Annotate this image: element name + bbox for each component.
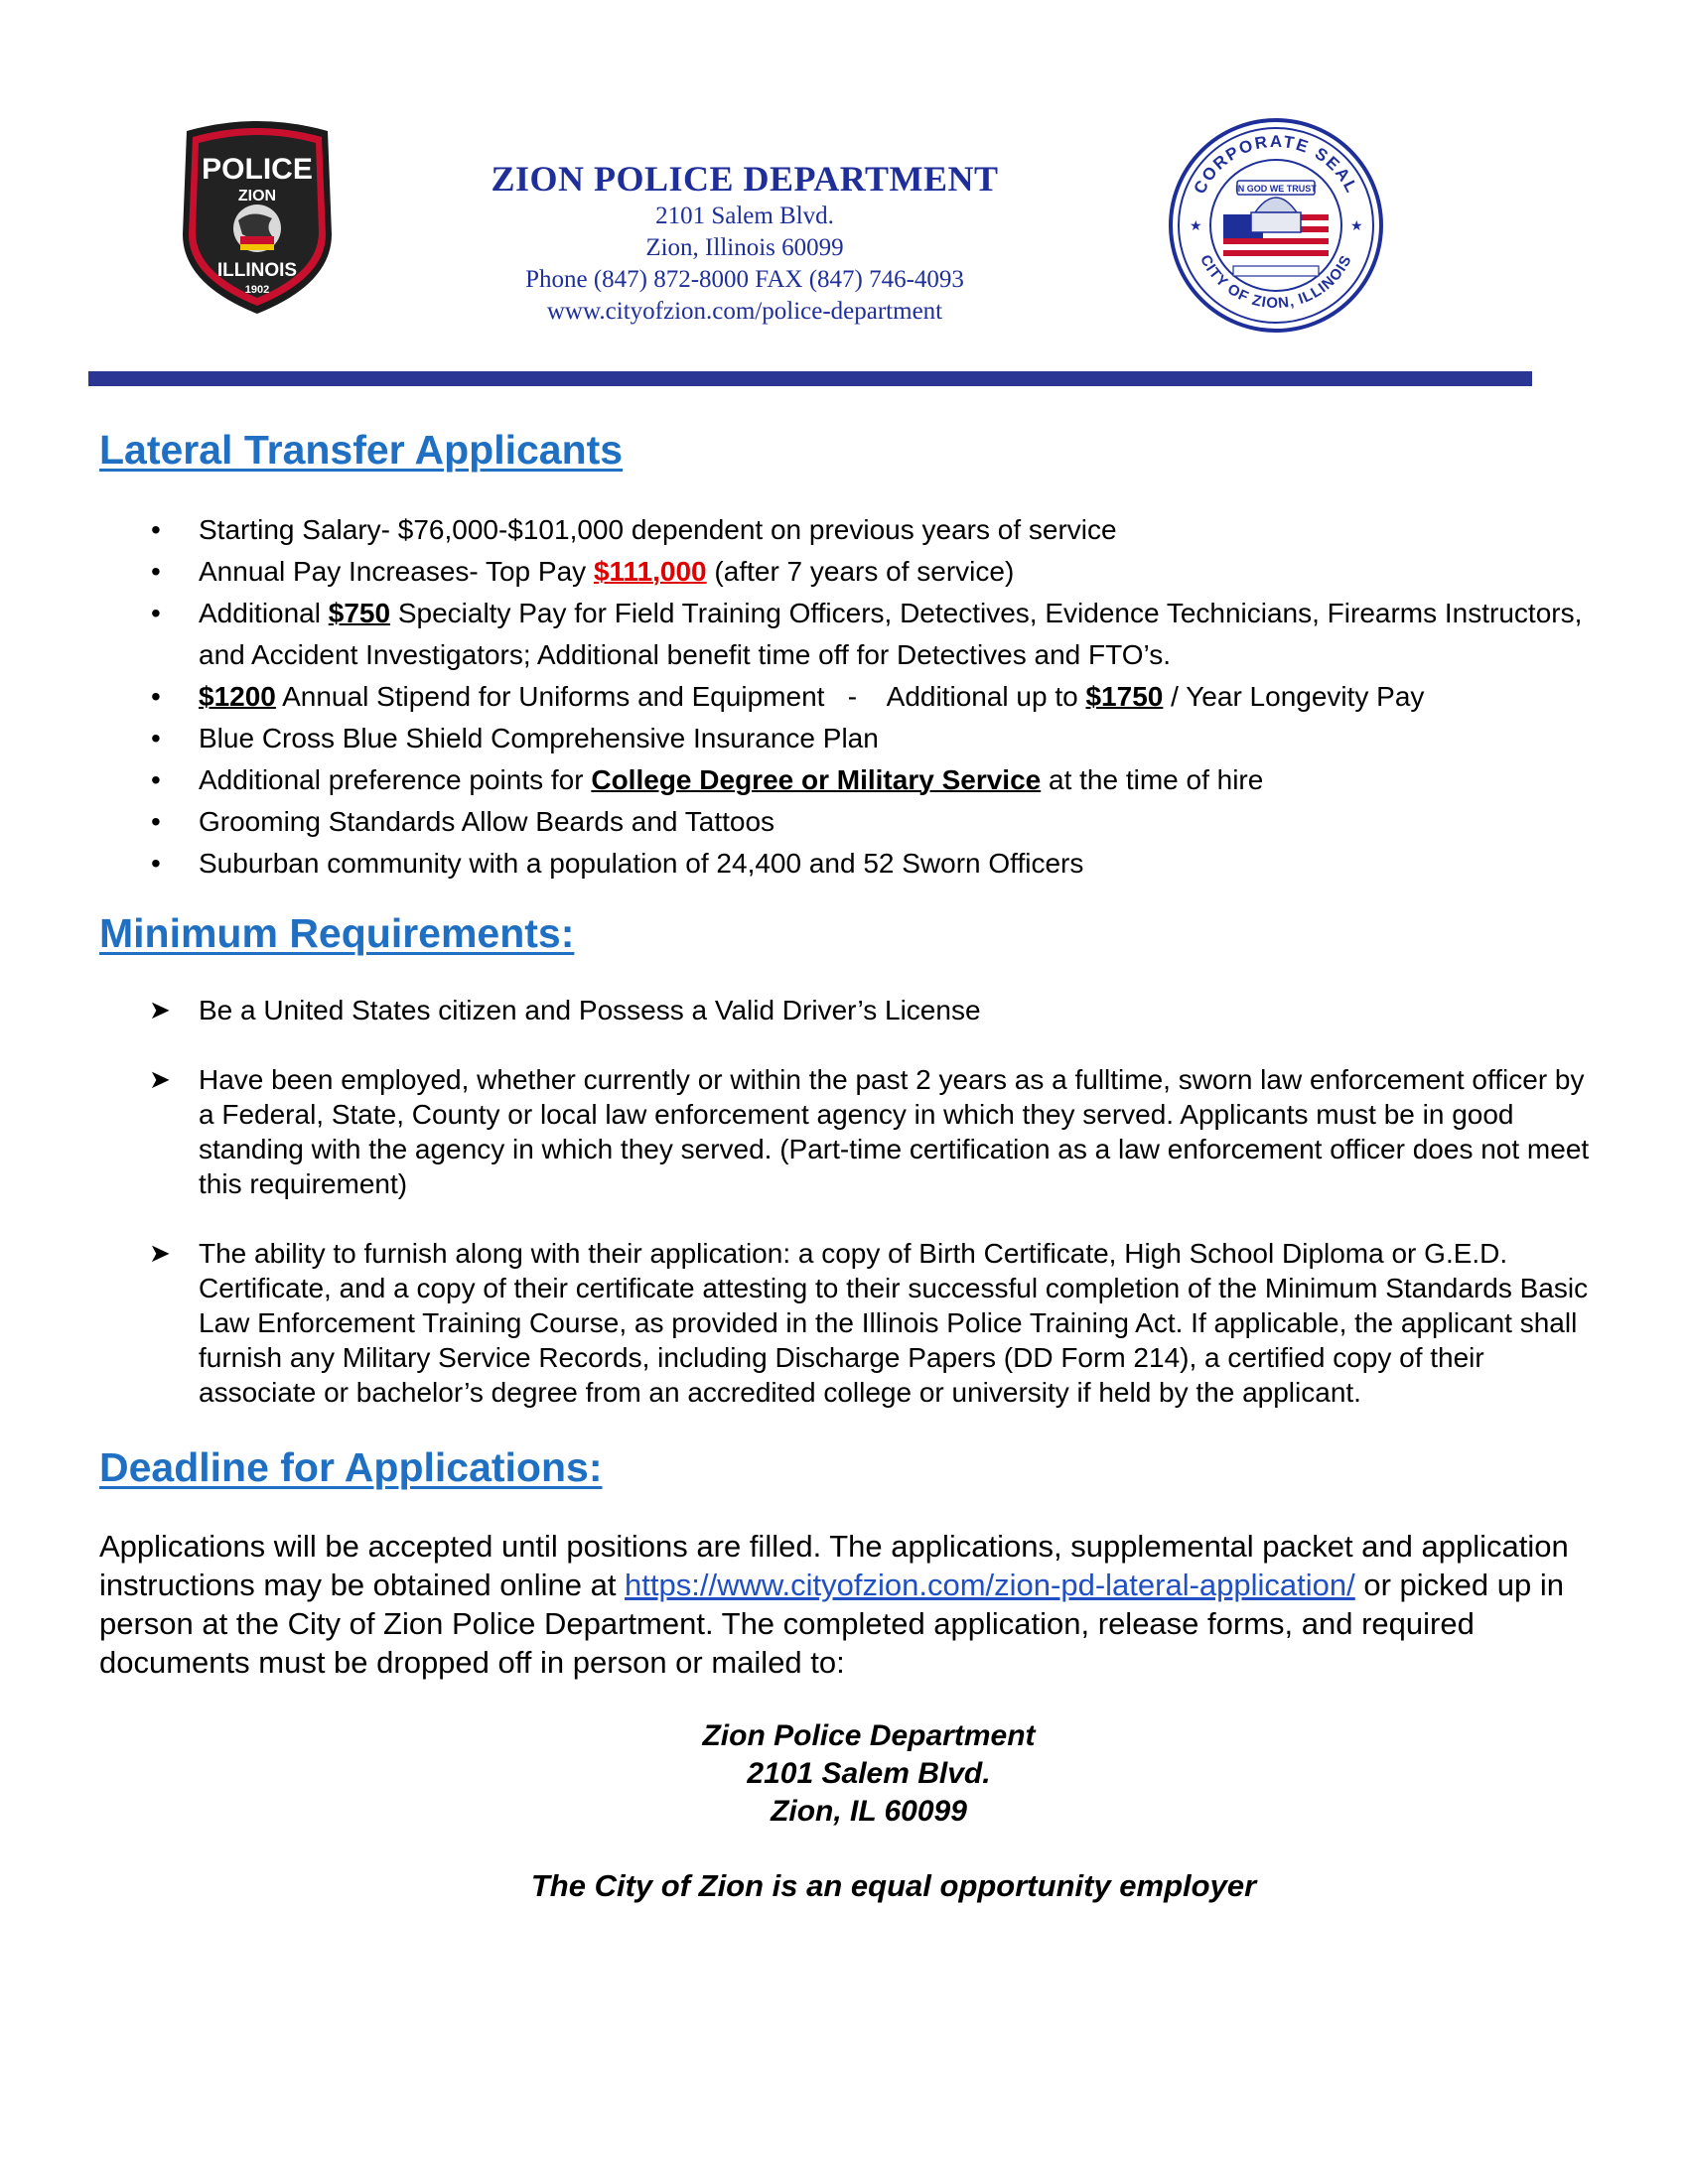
arrow-bullet-icon: ➤	[149, 1064, 171, 1094]
benefit-insurance: • Blue Cross Blue Shield Comprehensive Insurance Plan	[99, 718, 1599, 759]
mailing-address	[99, 1717, 1599, 1831]
specialty-pay-amount: $750	[328, 598, 391, 628]
benefit-community: • Suburban community with a population of 24,400 and 52 Sworn Officers	[99, 843, 1599, 885]
page-content	[99, 427, 1599, 1904]
website: www.cityofzion.com/police-department	[546, 298, 943, 325]
corporate-seal-logo	[1168, 117, 1384, 334]
longevity-amount: $1750	[1085, 681, 1164, 712]
benefits-list	[99, 509, 1599, 885]
arrow-bullet-icon: ➤	[149, 1238, 171, 1268]
svg-text:★: ★	[1190, 217, 1202, 233]
lateral-transfer-heading: Lateral Transfer Applicants	[99, 427, 624, 473]
svg-text:ILLINOIS: ILLINOIS	[216, 260, 298, 281]
application-link[interactable]: https://www.cityofzion.com/zion-pd-lateral-application/	[625, 1568, 1355, 1602]
deadline-heading: Deadline for Applications:	[99, 1444, 603, 1490]
street-address: 2101 Salem Blvd.	[655, 203, 834, 229]
benefit-specialty-pay: • Additional $750 Specialty Pay for Field Training Officers, Detectives, Evidence Technicians, Firearms Instructors, and Accident Investigators; Additional benefit time off for Detectives and FTO’s.	[99, 593, 1599, 676]
svg-text:ZION: ZION	[237, 188, 277, 205]
requirement-item: ➤ Have been employed, whether currently or within the past 2 years as a fulltime, sworn law enforcement officer by a Federal, State, County or local law enforcement agency in which they served. Applicants must be in good standing with the agency in which they served. (Part-time certification as a law enforcement officer does not meet this requirement)	[149, 1064, 1590, 1199]
requirement-item: ➤ The ability to furnish along with their application: a copy of Birth Certificate, High School Diploma or G.E.D. Certificate, and a copy of their certificate attesting to their successful completion of the Minimum Standards Basic Law Enforcement Training Course, as provided in the Illinois Police Training Act. If applicable, the applicant shall furnish any Military Service Records, including Discharge Papers (DD Form 214), a certified copy of their associate or bachelor’s degree from an accredited college or university if held by the applicant.	[149, 1238, 1589, 1408]
address-line: Zion Police Department	[702, 1719, 1036, 1752]
svg-text:★: ★	[1350, 217, 1363, 233]
top-pay-amount: $111,000	[593, 556, 707, 587]
benefit-preference-points: • Additional preference points for College Degree or Military Service at the time of hire	[99, 759, 1599, 801]
department-name: ZION POLICE DEPARTMENT	[491, 159, 999, 199]
benefit-grooming: • Grooming Standards Allow Beards and Tattoos	[99, 801, 1599, 843]
address-line: Zion, IL 60099	[771, 1795, 967, 1828]
stipend-amount: $1200	[199, 681, 276, 712]
benefit-salary: • Starting Salary- $76,000-$101,000 dependent on previous years of service	[99, 509, 1599, 551]
phone-fax: Phone (847) 872-8000 FAX (847) 746-4093	[525, 266, 964, 293]
department-contact-block	[447, 157, 1043, 328]
benefit-stipend-longevity: • $1200 Annual Stipend for Uniforms and Equipment - Additional up to $1750 / Year Longevity Pay	[99, 676, 1599, 718]
police-badge-logo	[177, 117, 338, 318]
deadline-paragraph: Applications will be accepted until positions are filled. The applications, supplemental packet and application instructions may be obtained online at https://www.cityofzion.com/zion-pd-lateral-application/ or picked up in person at the City of Zion Police Department. The completed application, release forms, and required documents must be dropped off in person or mailed to:	[99, 1529, 1569, 1680]
requirements-list	[99, 993, 1599, 1410]
arrow-bullet-icon: ➤	[149, 995, 171, 1024]
header-divider	[88, 371, 1532, 386]
requirement-item: ➤ Be a United States citizen and Possess a Valid Driver’s License	[149, 995, 981, 1025]
city-state-zip: Zion, Illinois 60099	[645, 234, 844, 261]
svg-text:POLICE: POLICE	[202, 153, 313, 186]
preference-criteria: College Degree or Military Service	[591, 764, 1042, 795]
benefit-pay-increase: • Annual Pay Increases- Top Pay $111,000 (after 7 years of service)	[99, 551, 1599, 593]
minimum-requirements-heading: Minimum Requirements:	[99, 910, 575, 956]
svg-text:1902: 1902	[244, 284, 270, 296]
address-line: 2101 Salem Blvd.	[747, 1757, 991, 1790]
svg-text:CITY OF ZION, ILLINOIS: CITY OF ZION, ILLINOIS	[1196, 251, 1355, 313]
svg-text:CORPORATE SEAL: CORPORATE SEAL	[1190, 131, 1362, 198]
svg-text:IN GOD WE TRUST: IN GOD WE TRUST	[1235, 184, 1317, 194]
equal-opportunity-statement: The City of Zion is an equal opportunity employer	[530, 1868, 1257, 1903]
letterhead	[0, 0, 1688, 397]
